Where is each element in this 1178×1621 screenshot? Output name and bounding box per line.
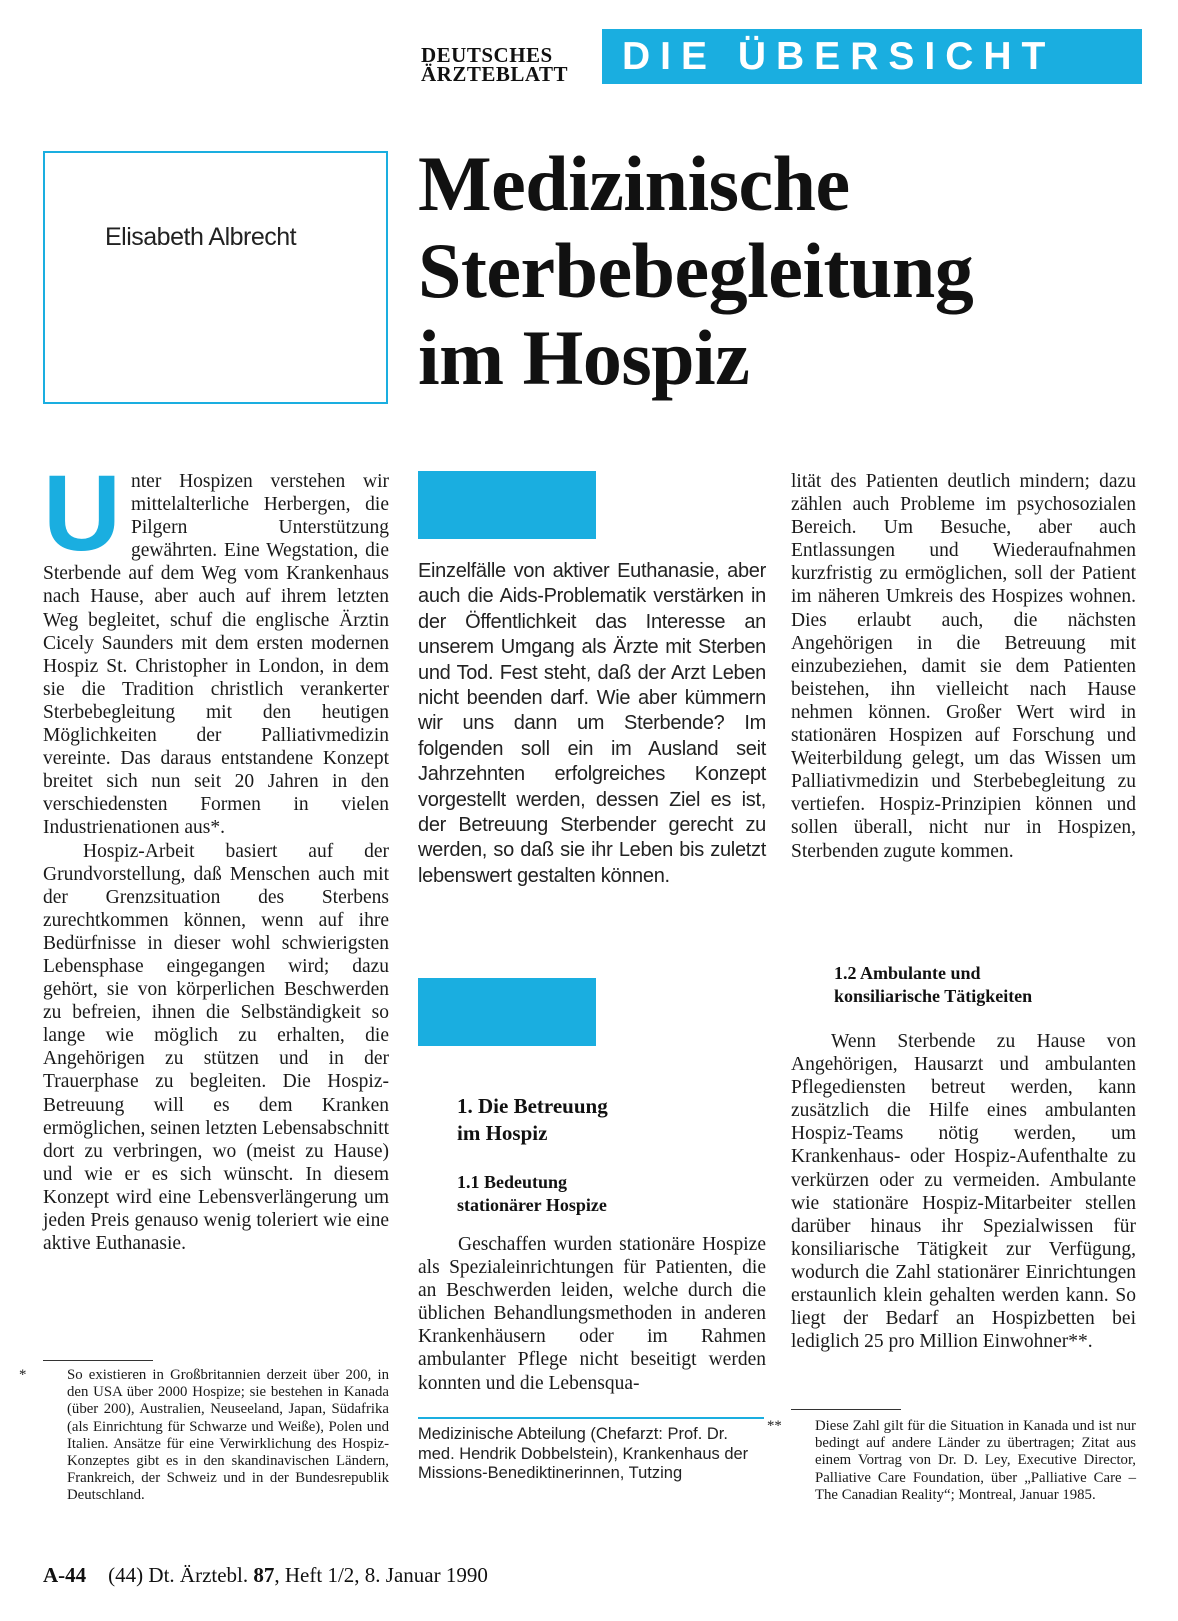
author-name: Elisabeth Albrecht xyxy=(105,223,297,251)
section-heading-1-line-1: 1. Die Betreuung xyxy=(457,1094,608,1118)
section-banner: DIE ÜBERSICHT xyxy=(602,29,1142,84)
page-footer xyxy=(43,1563,488,1588)
title-line-1: Medizinische xyxy=(418,140,850,227)
column-2-paragraph: Geschaffen wurden stationäre Hospize als Spezialeinrichtungen für Patienten, die an Beschwerden leiden, welche durch die üblichen Behandlungsmethoden in anderen Krankenhäusern oder im Rahmen ambulanter Pflege nicht beseitigt werden konnten und die Lebensqua- xyxy=(418,1234,766,1394)
footnote-divider-1 xyxy=(43,1360,153,1361)
page-number: A-44 xyxy=(43,1563,87,1587)
decorative-blue-block-top xyxy=(418,471,596,539)
footnote-2 xyxy=(767,1418,1136,1504)
footnote-divider-2 xyxy=(791,1409,901,1410)
column-1-paragraph-1 xyxy=(43,452,389,840)
title-line-2: Sterbebegleitung xyxy=(418,227,974,314)
footnote-1-text: So existieren in Großbritannien derzeit über 200, in den USA über 2000 Hospize; sie bestehen in Kanada (über 200), Australien, Neuseeland, Japan, Südafrika (als Einrichtung für Schwarze und Weiße), Polen und Italien. Ansätze für eine Verwirklichung des Hospiz-Konzeptes gibt es in den skandinavischen Ländern, Frankreich, der Schweiz und in der Bundesrepublik Deutschland. xyxy=(67,1367,389,1504)
footer-citation-end: , Heft 1/2, 8. Januar 1990 xyxy=(274,1563,488,1587)
column-2-intro: Einzelfälle von aktiver Euthanasie, aber auch die Aids-Problematik verstärken in der Öffentlichkeit das Interesse an unserem Umgang als Ärzte mit Sterben und Tod. Fest steht, daß der Arzt Leben nicht beenden darf. Wie aber kümmern wir uns dann um Sterbende? Im folgenden soll ein im Ausland seit Jahrzehnten erfolgreiches Konzept vorgestellt werden, dessen Ziel es ist, der Betreuung Sterbender gerecht zu werden, so daß sie ihr Leben bis zuletzt lebenswert gestalten können. xyxy=(418,560,766,887)
masthead-line-2: ÄRZTEBLATT xyxy=(421,62,568,86)
affiliation-divider xyxy=(418,1417,764,1419)
section-heading-1 xyxy=(457,1093,737,1147)
decorative-blue-block-bottom xyxy=(418,978,596,1046)
footer-citation-start: (44) Dt. Ärztebl. xyxy=(108,1563,249,1587)
column-1-paragraph-2: Hospiz-Arbeit basiert auf der Grundvorstellung, daß Menschen auch mit der Grenzsituation des Sterbens zurechtkommen können, wenn auf ihre Bedürfnisse in dieser wohl schwierigsten Lebensphase eingegangen wird; dazu gehört, sie von körperlichen Beschwerden zu befreien, ihnen die Selbständigkeit so lange wie möglich zu erhalten, die Angehörigen zu stützen und in der Trauerphase zu begleiten. Die Hospiz-Betreuung will es dem Kranken ermöglichen, seinen letzten Lebensabschnitt dort zu verbringen, wo (meist zu Hause) und wie er es sich wünscht. In diesem Konzept wird eine Lebensverlängerung um jeden Preis genauso wenig toleriert wie eine aktive Euthanasie. xyxy=(43,840,389,1255)
footnote-2-text: Diese Zahl gilt für die Situation in Kanada und ist nur bedingt auf andere Länder zu übertragen; Zitat aus einem Vortrag von Dr. D. Ley, Executive Director, Palliative Care Foundation, über „Palliative Care – The Canadian Reality“; Montreal, Januar 1985. xyxy=(815,1418,1136,1503)
column-1 xyxy=(43,452,389,1255)
footnote-1-mark: * xyxy=(19,1367,27,1383)
drop-cap: U xyxy=(43,452,121,573)
column-3-body xyxy=(791,1030,1136,1353)
subsection-heading-1-1-line-1: 1.1 Bedeutung xyxy=(457,1172,568,1192)
masthead-logo xyxy=(421,43,589,86)
column-1-paragraph-1-text: nter Hospizen verstehen wir mittelalterliche Herbergen, die Pilgern Unterstützung gewährten. Eine Wegstation, die Sterbende auf dem Weg vom Krankenhaus nach Hause, aber auch auf ihrem letzten Weg begleitet, schuf die englische Ärztin Cicely Saunders mit dem ersten modernen Hospiz St. Christopher in London, in dem sie die Tradition christlich verankerter Sterbebegleitung mit den heutigen Möglichkeiten der Palliativmedizin vereinte. Das daraus entstandene Konzept breitet sich nun seit 20 Jahren in den verschiedensten Formen in vielen Industrienationen aus*. xyxy=(43,471,389,839)
column-3 xyxy=(791,470,1136,863)
footer-volume: 87 xyxy=(253,1563,275,1587)
article-title xyxy=(418,140,1158,401)
column-3-paragraph-2: Wenn Sterbende zu Hause von Angehörigen, Hausarzt und ambulanten Pflegediensten betreut werden, kann zusätzlich die Hilfe eines ambulanten Hospiz-Teams nötig werden, um Krankenhaus- oder Hospiz-Aufenthalte zu verkürzen oder zu vermeiden. Ambulante wie stationäre Hospiz-Mitarbeiter stellen darüber hinaus ihr Spezialwissen für konsiliarische Tätigkeit zur Verfügung, wodurch die Zahl stationärer Einrichtungen erstaunlich klein gehalten werden kann. So liegt der Bedarf an Hospizbetten bei lediglich 25 pro Million Einwohner**. xyxy=(791,1031,1136,1353)
author-affiliation: Medizinische Abteilung (Chefarzt: Prof. Dr. med. Hendrik Dobbelstein), Krankenhaus der Missions-Benediktinerinnen, Tutzing xyxy=(418,1425,749,1482)
footnote-2-mark: ** xyxy=(767,1418,782,1434)
subsection-heading-1-1-line-2: stationärer Hospize xyxy=(457,1195,607,1215)
author-box xyxy=(43,151,388,404)
title-line-3: im Hospiz xyxy=(418,314,750,401)
section-heading-1-line-2: im Hospiz xyxy=(457,1121,548,1145)
subsection-heading-1-2 xyxy=(834,962,1134,1008)
footnote-1 xyxy=(19,1367,389,1505)
column-3-paragraph-1: lität des Patienten deutlich mindern; dazu zählen auch Probleme im psychosozialen Bereich. Um Besuche, aber auch Entlassungen und Wiederaufnahmen kurzfristig zu ermöglichen, soll der Patient im näheren Umkreis des Hospizes wohnen. Dies erlaubt auch, die nächsten Angehörigen in die Betreuung mit einzubeziehen, damit sie dem Patienten beistehen, ihn vielleicht nach Hause nehmen können. Großer Wert wird in stationären Hospizen auf Forschung und Weiterbildung gelegt, um das Wissen um Palliativmedizin und Sterbebegleitung zu vertiefen. Hospiz-Prinzipien können und sollen überall, nicht nur in Hospizen, Sterbenden zugute kommen. xyxy=(791,471,1136,862)
subsection-heading-1-2-line-1: 1.2 Ambulante und xyxy=(834,963,981,983)
column-2-body xyxy=(418,1233,766,1395)
masthead-line-1: DEUTSCHES xyxy=(421,43,553,67)
subsection-heading-1-2-line-2: konsiliarische Tätigkeiten xyxy=(834,986,1033,1006)
subsection-heading-1-1 xyxy=(457,1171,737,1217)
